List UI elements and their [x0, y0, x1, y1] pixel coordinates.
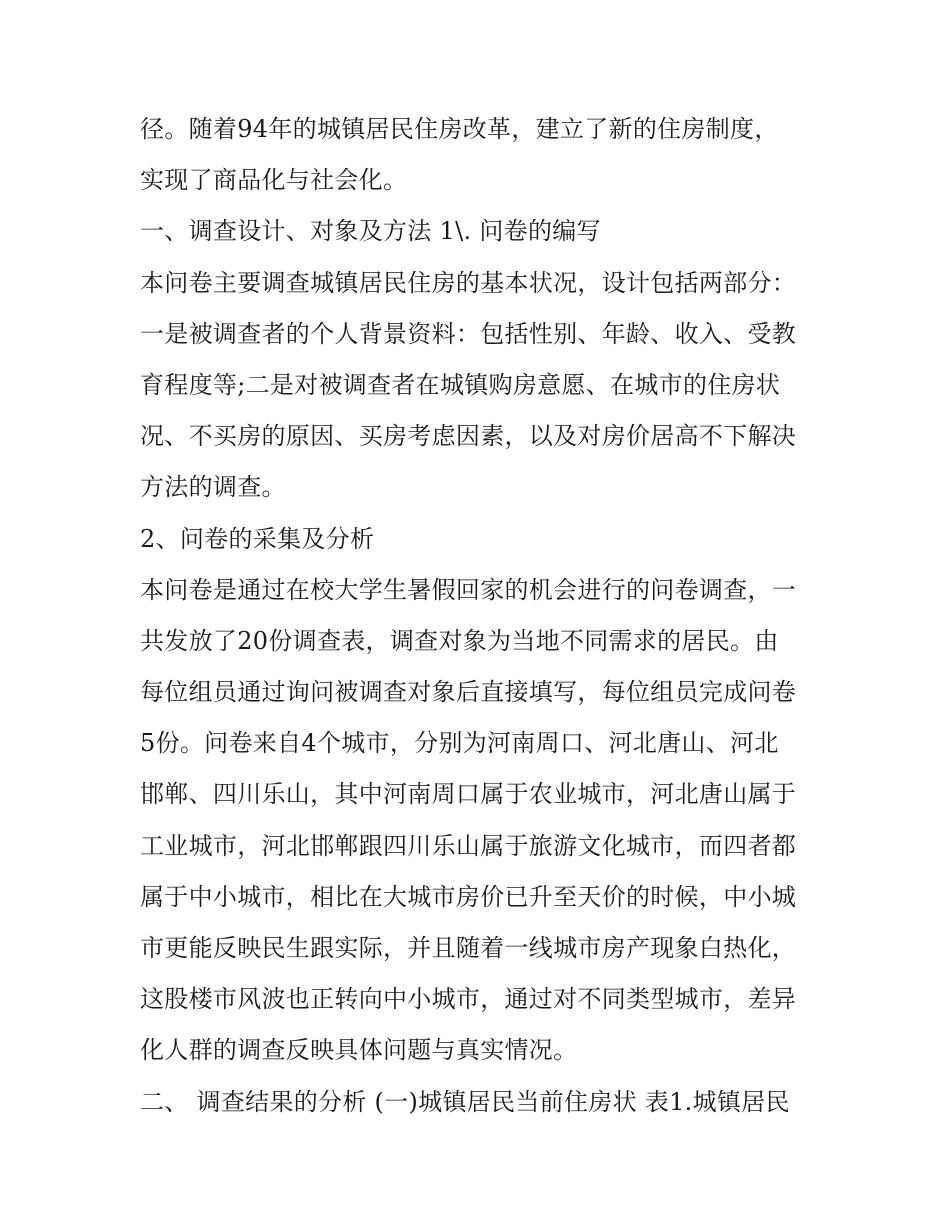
text-line: 育程度等;二是对被调查者在城镇购房意愿、在城市的住房状 [140, 370, 781, 399]
section-heading: 一、调查设计、对象及方法 1\. 问卷的编写 [140, 217, 601, 246]
text-line: 况、不买房的原因、买房考虑因素，以及对房价居高不下解决 [140, 422, 797, 451]
text-line: 化人群的调查反映具体问题与真实情况。 [140, 1036, 578, 1065]
text-line: 方法的调查。 [140, 473, 286, 502]
text-line: 实现了商品化与社会化。 [140, 166, 408, 195]
text-line: 属于中小城市，相比在大城市房价已升至天价的时候，中小城 [140, 882, 797, 911]
text-line: 每位组员通过询问被调查对象后直接填写，每位组员完成问卷 [140, 678, 797, 707]
text-line: 市更能反映民生跟实际，并且随着一线城市房产现象白热化， [140, 934, 797, 962]
section-heading: 二、 调查结果的分析 (一)城镇居民当前住房状 表1.城镇居民 [140, 1087, 790, 1116]
subsection-heading: 2、问卷的采集及分析 [140, 524, 375, 553]
text-line: 本问卷是通过在校大学生暑假回家的机会进行的问卷调查，一 [140, 575, 797, 604]
text-line: 径。随着94年的城镇居民住房改革，建立了新的住房制度， [140, 115, 779, 143]
text-line: 5份。问卷来自4个城市，分别为河南周口、河北唐山、河北 [140, 729, 779, 758]
document-body [140, 104, 820, 1128]
text-line: 一是被调查者的个人背景资料：包括性别、年龄、收入、受教 [140, 319, 797, 348]
text-line: 本问卷主要调查城镇居民住房的基本状况，设计包括两部分： [140, 268, 797, 297]
text-line: 邯郸、四川乐山，其中河南周口属于农业城市，河北唐山属于 [140, 780, 797, 809]
text-line: 工业城市，河北邯郸跟四川乐山属于旅游文化城市，而四者都 [140, 831, 797, 860]
text-line: 这股楼市风波也正转向中小城市，通过对不同类型城市，差异 [140, 985, 797, 1014]
text-line: 共发放了20份调查表，调查对象为当地不同需求的居民。由 [140, 626, 779, 655]
